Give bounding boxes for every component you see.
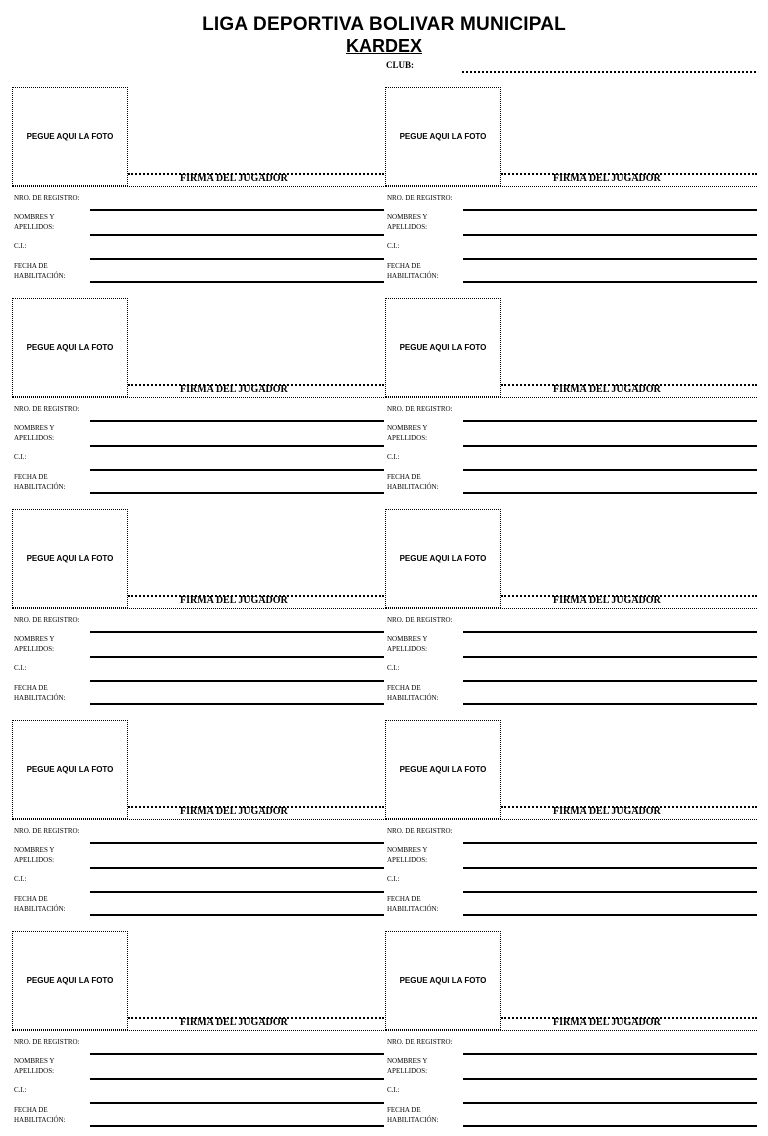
- fecha-field[interactable]: [90, 703, 384, 705]
- fecha-field[interactable]: [463, 703, 757, 705]
- registro-field[interactable]: [463, 1053, 757, 1055]
- card-divider: [12, 397, 384, 398]
- ci-label: C.I.:: [387, 875, 400, 883]
- registro-field[interactable]: [90, 631, 384, 633]
- ci-label: C.I.:: [387, 453, 400, 461]
- nombres-label: NOMBRES Y APELLIDOS:: [14, 846, 55, 864]
- nombres-field[interactable]: [90, 1078, 384, 1080]
- ci-field[interactable]: [463, 680, 757, 682]
- card-divider: [385, 397, 757, 398]
- registro-label: NRO. DE REGISTRO:: [387, 405, 453, 413]
- photo-label: PEGUE AQUI LA FOTO: [26, 554, 114, 563]
- card-divider: [385, 186, 757, 187]
- nombres-field[interactable]: [463, 234, 757, 236]
- player-card: [385, 931, 757, 1136]
- page-subtitle: KARDEX: [345, 36, 422, 56]
- ci-field[interactable]: [90, 469, 384, 471]
- player-card: [385, 298, 757, 503]
- card-divider: [385, 819, 757, 820]
- photo-label: PEGUE AQUI LA FOTO: [399, 554, 487, 563]
- ci-label: C.I.:: [14, 664, 27, 672]
- photo-box[interactable]: [12, 720, 128, 819]
- club-label: CLUB:: [386, 60, 415, 70]
- fecha-label: FECHA DE HABILITACIÓN:: [14, 895, 66, 913]
- fecha-field[interactable]: [90, 1125, 384, 1127]
- ci-label: C.I.:: [387, 664, 400, 672]
- nombres-label: NOMBRES Y APELLIDOS:: [14, 635, 55, 653]
- ci-field[interactable]: [90, 1102, 384, 1104]
- nombres-field[interactable]: [90, 445, 384, 447]
- nombres-field[interactable]: [463, 867, 757, 869]
- nombres-label: NOMBRES Y APELLIDOS:: [14, 213, 55, 231]
- fecha-field[interactable]: [90, 492, 384, 494]
- registro-field[interactable]: [90, 842, 384, 844]
- fecha-field[interactable]: [90, 281, 384, 283]
- player-card: [385, 87, 757, 292]
- registro-label: NRO. DE REGISTRO:: [14, 827, 80, 835]
- photo-box[interactable]: [385, 298, 501, 397]
- photo-label: PEGUE AQUI LA FOTO: [399, 132, 487, 141]
- player-card: [12, 509, 384, 714]
- signature-label: FIRMA DEL JUGADOR: [180, 384, 288, 395]
- fecha-field[interactable]: [463, 281, 757, 283]
- photo-box[interactable]: [385, 509, 501, 608]
- ci-label: C.I.:: [387, 1086, 400, 1094]
- photo-box[interactable]: [385, 931, 501, 1030]
- fecha-label: FECHA DE HABILITACIÓN:: [14, 1106, 66, 1124]
- fecha-label: FECHA DE HABILITACIÓN:: [14, 684, 66, 702]
- photo-box[interactable]: [12, 509, 128, 608]
- registro-field[interactable]: [463, 631, 757, 633]
- registro-field[interactable]: [463, 420, 757, 422]
- signature-label: FIRMA DEL JUGADOR: [180, 595, 288, 606]
- photo-label: PEGUE AQUI LA FOTO: [26, 343, 114, 352]
- fecha-label: FECHA DE HABILITACIÓN:: [387, 473, 439, 491]
- photo-box[interactable]: [12, 87, 128, 186]
- registro-field[interactable]: [90, 1053, 384, 1055]
- fecha-label: FECHA DE HABILITACIÓN:: [387, 1106, 439, 1124]
- player-card: [385, 720, 757, 925]
- ci-field[interactable]: [463, 258, 757, 260]
- registro-label: NRO. DE REGISTRO:: [387, 1038, 453, 1046]
- fecha-label: FECHA DE HABILITACIÓN:: [387, 895, 439, 913]
- signature-label: FIRMA DEL JUGADOR: [553, 1017, 661, 1028]
- photo-label: PEGUE AQUI LA FOTO: [26, 132, 114, 141]
- signature-label: FIRMA DEL JUGADOR: [553, 806, 661, 817]
- nombres-label: NOMBRES Y APELLIDOS:: [387, 1057, 428, 1075]
- club-field[interactable]: [462, 71, 756, 73]
- player-card: [12, 87, 384, 292]
- card-divider: [12, 608, 384, 609]
- photo-label: PEGUE AQUI LA FOTO: [26, 765, 114, 774]
- signature-label: FIRMA DEL JUGADOR: [553, 595, 661, 606]
- player-card: [385, 509, 757, 714]
- registro-field[interactable]: [463, 209, 757, 211]
- photo-label: PEGUE AQUI LA FOTO: [399, 976, 487, 985]
- fecha-label: FECHA DE HABILITACIÓN:: [387, 684, 439, 702]
- photo-box[interactable]: [12, 931, 128, 1030]
- photo-box[interactable]: [385, 87, 501, 186]
- player-card: [12, 931, 384, 1136]
- registro-field[interactable]: [463, 842, 757, 844]
- nombres-field[interactable]: [90, 656, 384, 658]
- ci-label: C.I.:: [14, 875, 27, 883]
- ci-field[interactable]: [90, 891, 384, 893]
- registro-label: NRO. DE REGISTRO:: [14, 405, 80, 413]
- fecha-label: FECHA DE HABILITACIÓN:: [14, 473, 66, 491]
- nombres-field[interactable]: [90, 867, 384, 869]
- ci-label: C.I.:: [14, 453, 27, 461]
- signature-label: FIRMA DEL JUGADOR: [553, 173, 661, 184]
- fecha-label: FECHA DE HABILITACIÓN:: [387, 262, 439, 280]
- fecha-label: FECHA DE HABILITACIÓN:: [14, 262, 66, 280]
- card-divider: [12, 1030, 384, 1031]
- nombres-label: NOMBRES Y APELLIDOS:: [387, 424, 428, 442]
- ci-label: C.I.:: [387, 242, 400, 250]
- nombres-field[interactable]: [90, 234, 384, 236]
- ci-label: C.I.:: [14, 1086, 27, 1094]
- photo-label: PEGUE AQUI LA FOTO: [399, 343, 487, 352]
- registro-label: NRO. DE REGISTRO:: [387, 194, 453, 202]
- photo-box[interactable]: [12, 298, 128, 397]
- card-divider: [12, 819, 384, 820]
- card-divider: [385, 608, 757, 609]
- ci-field[interactable]: [90, 680, 384, 682]
- nombres-label: NOMBRES Y APELLIDOS:: [387, 213, 428, 231]
- nombres-field[interactable]: [463, 1078, 757, 1080]
- fecha-field[interactable]: [463, 1125, 757, 1127]
- fecha-field[interactable]: [90, 914, 384, 916]
- player-card: [12, 298, 384, 503]
- registro-field[interactable]: [90, 420, 384, 422]
- ci-field[interactable]: [463, 469, 757, 471]
- photo-label: PEGUE AQUI LA FOTO: [399, 765, 487, 774]
- nombres-label: NOMBRES Y APELLIDOS:: [387, 846, 428, 864]
- ci-field[interactable]: [90, 258, 384, 260]
- nombres-label: NOMBRES Y APELLIDOS:: [14, 1057, 55, 1075]
- photo-label: PEGUE AQUI LA FOTO: [26, 976, 114, 985]
- nombres-label: NOMBRES Y APELLIDOS:: [14, 424, 55, 442]
- signature-label: FIRMA DEL JUGADOR: [553, 384, 661, 395]
- registro-label: NRO. DE REGISTRO:: [14, 1038, 80, 1046]
- registro-label: NRO. DE REGISTRO:: [14, 194, 80, 202]
- fecha-field[interactable]: [463, 492, 757, 494]
- photo-box[interactable]: [385, 720, 501, 819]
- card-divider: [12, 186, 384, 187]
- registro-label: NRO. DE REGISTRO:: [14, 616, 80, 624]
- ci-field[interactable]: [463, 891, 757, 893]
- registro-label: NRO. DE REGISTRO:: [387, 616, 453, 624]
- card-divider: [385, 1030, 757, 1031]
- signature-label: FIRMA DEL JUGADOR: [180, 1017, 288, 1028]
- nombres-label: NOMBRES Y APELLIDOS:: [387, 635, 428, 653]
- registro-label: NRO. DE REGISTRO:: [387, 827, 453, 835]
- page-title: LIGA DEPORTIVA BOLIVAR MUNICIPAL: [202, 14, 566, 35]
- ci-field[interactable]: [463, 1102, 757, 1104]
- nombres-field[interactable]: [463, 656, 757, 658]
- nombres-field[interactable]: [463, 445, 757, 447]
- registro-field[interactable]: [90, 209, 384, 211]
- player-card: [12, 720, 384, 925]
- signature-label: FIRMA DEL JUGADOR: [180, 173, 288, 184]
- signature-label: FIRMA DEL JUGADOR: [180, 806, 288, 817]
- ci-label: C.I.:: [14, 242, 27, 250]
- fecha-field[interactable]: [463, 914, 757, 916]
